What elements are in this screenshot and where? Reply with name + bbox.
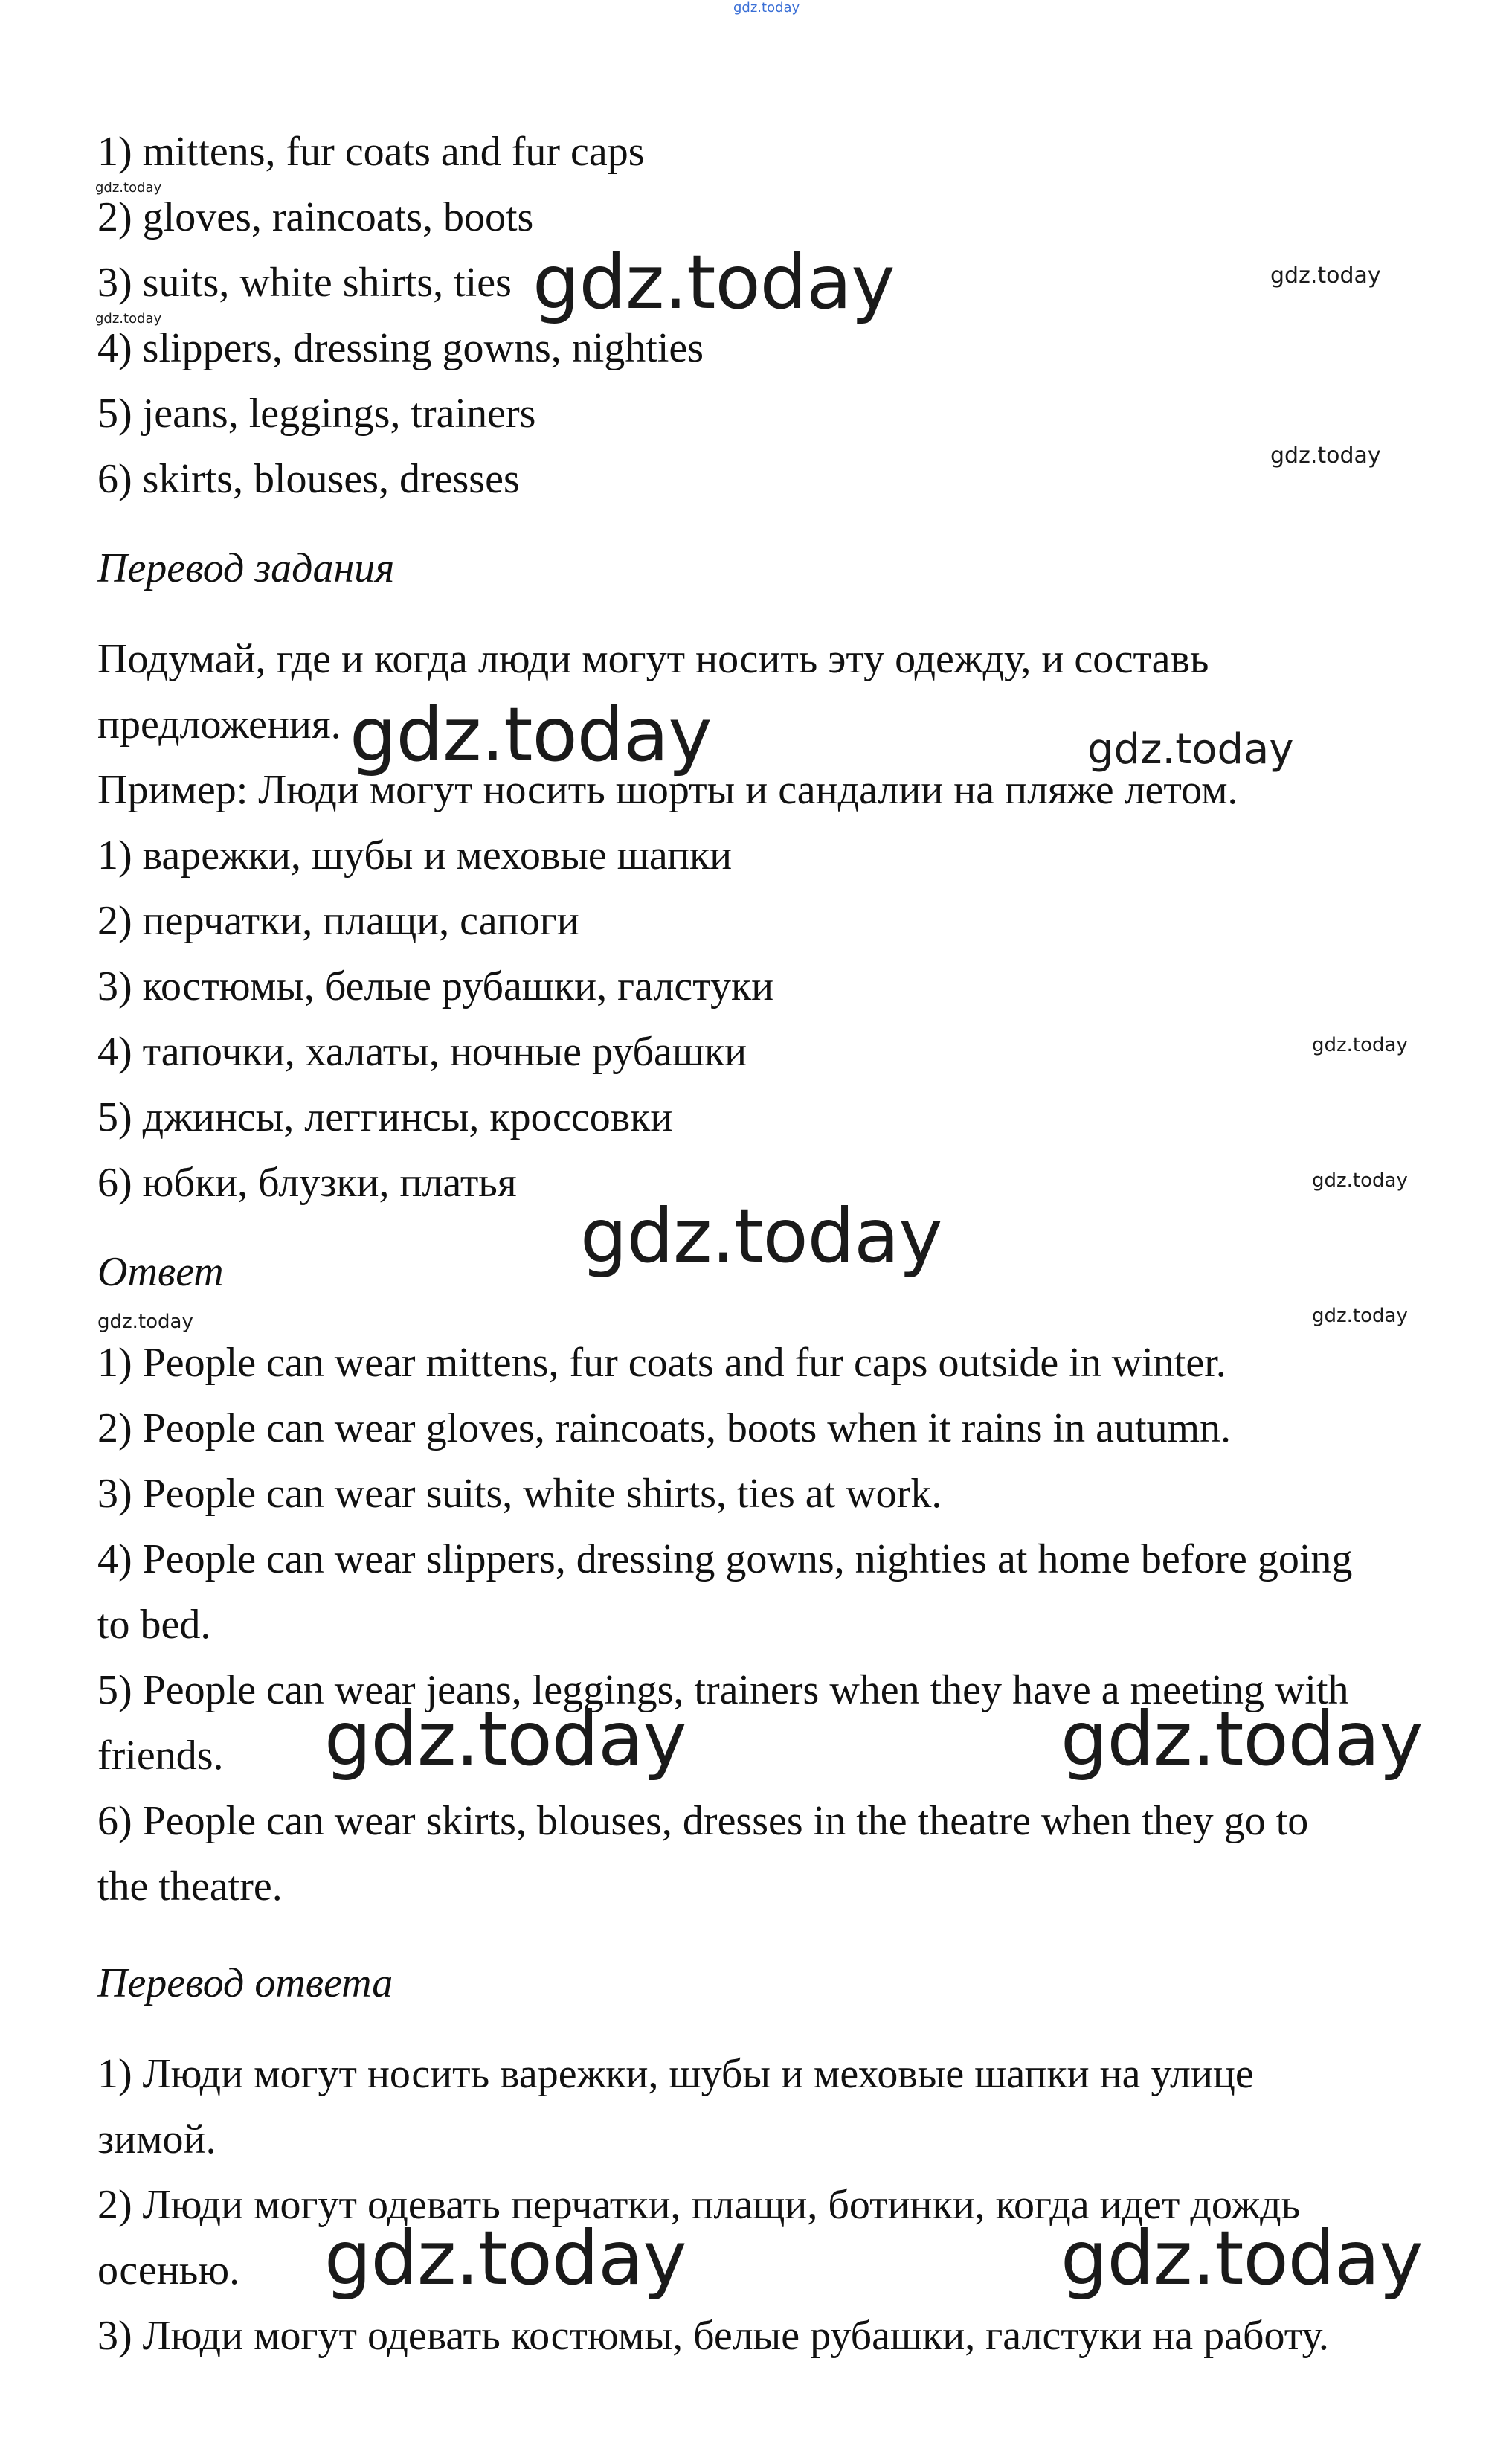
task-item-3: 3) suits, white shirts, ties xyxy=(97,260,512,306)
answer-translation-line-5: 3) Люди могут одевать костюмы, белые рубашки, галстуки на работу. xyxy=(97,2313,1329,2359)
answer-line-6: 5) People can wear jeans, leggings, trainers when they have a meeting with xyxy=(97,1667,1349,1713)
watermark-large-7: gdz.today xyxy=(1061,2215,1423,2302)
watermark-large-1: gdz.today xyxy=(533,239,895,326)
answer-line-8: 6) People can wear skirts, blouses, dresses in the theatre when they go to xyxy=(97,1798,1309,1844)
watermark-medium-1: gdz.today xyxy=(1087,725,1294,774)
answer-line-9: the theatre. xyxy=(97,1863,283,1910)
watermark-tiny-2: gdz.today xyxy=(95,311,162,327)
task-translation-item-2: 2) перчатки, плащи, сапоги xyxy=(97,898,579,944)
task-item-4: 4) slippers, dressing gowns, nighties xyxy=(97,325,704,371)
task-translation-item-4: 4) тапочки, халаты, ночные рубашки xyxy=(97,1029,747,1075)
watermark-small-2: gdz.today xyxy=(1270,443,1381,469)
answer-line-2: 2) People can wear gloves, raincoats, boots when it rains in autumn. xyxy=(97,1405,1232,1451)
task-translation-item-1: 1) варежки, шубы и меховые шапки xyxy=(97,832,733,879)
task-translation-line-2: предложения. xyxy=(97,702,341,748)
answer-translation-line-1: 1) Люди могут носить варежки, шубы и меховые шапки на улице xyxy=(97,2051,1254,2097)
watermark-small-6: gdz.today xyxy=(1312,1305,1408,1327)
answer-translation-heading: Перевод ответа xyxy=(97,1960,393,2006)
watermark-large-6: gdz.today xyxy=(324,2215,686,2302)
answer-line-1: 1) People can wear mittens, fur coats and fur caps outside in winter. xyxy=(97,1340,1226,1386)
watermark-large-3: gdz.today xyxy=(580,1192,942,1280)
task-item-6: 6) skirts, blouses, dresses xyxy=(97,456,520,502)
watermark-small-3: gdz.today xyxy=(1312,1034,1408,1056)
watermark-large-4: gdz.today xyxy=(324,1695,686,1782)
watermark-small-1: gdz.today xyxy=(1270,263,1381,289)
answer-translation-line-2: зимой. xyxy=(97,2116,216,2163)
answer-line-3: 3) People can wear suits, white shirts, ties at work. xyxy=(97,1471,942,1517)
task-translation-item-3: 3) костюмы, белые рубашки, галстуки xyxy=(97,963,774,1009)
watermark-small-4: gdz.today xyxy=(1312,1169,1408,1192)
answer-translation-line-4: осенью. xyxy=(97,2247,240,2293)
watermark-large-5: gdz.today xyxy=(1061,1695,1423,1782)
task-translation-item-6: 6) юбки, блузки, платья xyxy=(97,1160,517,1206)
watermark-top: gdz.today xyxy=(733,0,800,16)
task-translation-item-5: 5) джинсы, леггинсы, кроссовки xyxy=(97,1094,673,1140)
task-translation-line-1: Подумай, где и когда люди могут носить эту одежду, и составь xyxy=(97,636,1209,682)
answer-line-7: friends. xyxy=(97,1733,224,1779)
task-item-2: 2) gloves, raincoats, boots xyxy=(97,194,534,240)
watermark-tiny-1: gdz.today xyxy=(95,180,162,196)
watermark-large-2: gdz.today xyxy=(350,691,712,778)
answer-heading: Ответ xyxy=(97,1249,224,1295)
answer-line-5: to bed. xyxy=(97,1602,211,1648)
answer-translation-line-3: 2) Люди могут одевать перчатки, плащи, ботинки, когда идет дождь xyxy=(97,2182,1301,2228)
task-translation-heading: Перевод задания xyxy=(97,545,395,591)
watermark-small-5: gdz.today xyxy=(97,1311,193,1333)
task-item-5: 5) jeans, leggings, trainers xyxy=(97,391,536,437)
task-translation-example: Пример: Люди могут носить шорты и сандалии на пляже летом. xyxy=(97,767,1238,813)
task-item-1: 1) mittens, fur coats and fur caps xyxy=(97,129,645,175)
answer-line-4: 4) People can wear slippers, dressing gowns, nighties at home before going xyxy=(97,1536,1353,1582)
